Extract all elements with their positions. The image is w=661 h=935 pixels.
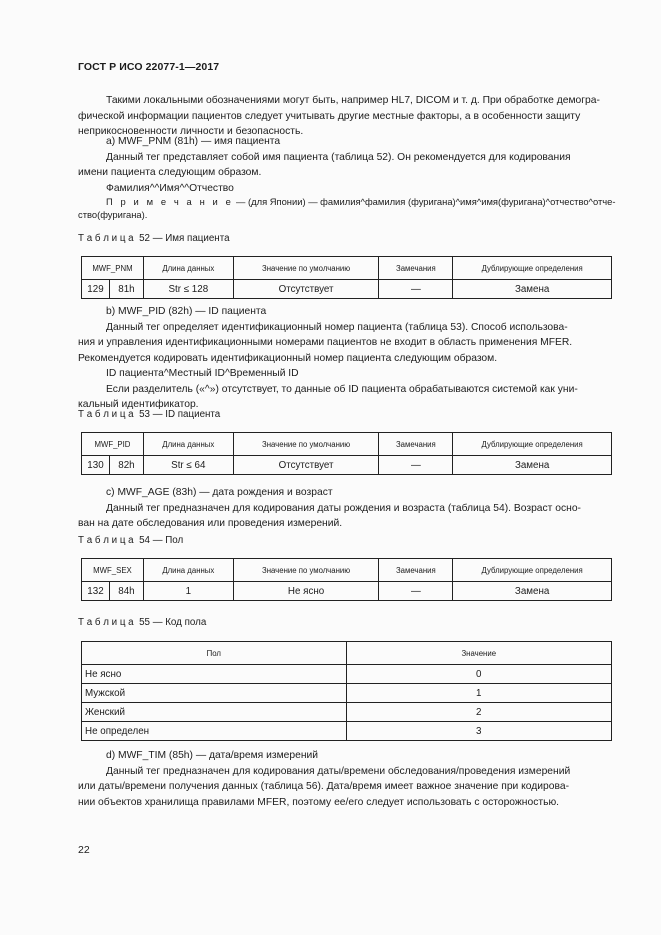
- table-header-row: [82, 433, 612, 456]
- table-53: [81, 432, 612, 475]
- text-line: имени пациента следующим образом.: [78, 167, 262, 178]
- caption-label: Т а б л и ц а: [78, 233, 134, 244]
- cell: Не ясно: [82, 665, 347, 684]
- header-cell: Замечания: [379, 433, 453, 456]
- section-c: [78, 485, 616, 532]
- header-cell: MWF_SEX: [82, 559, 144, 582]
- format-line: ID пациента^Местный ID^Временный ID: [106, 368, 299, 379]
- table-54-caption: [78, 535, 183, 546]
- header-cell: Замечания: [379, 559, 453, 582]
- cell: Замена: [453, 582, 612, 601]
- header-cell: MWF_PNM: [82, 257, 144, 280]
- text-line: Если разделитель («^») отсутствует, то данные об ID пациента обрабатываются системой как уни-: [106, 383, 578, 395]
- header-cell: Значение по умолчанию: [233, 257, 379, 280]
- section-heading: b) MWF_PID (82h) — ID пациента: [106, 306, 267, 317]
- header-cell: Значение: [346, 642, 611, 665]
- cell: —: [379, 582, 453, 601]
- table-row: [82, 582, 612, 601]
- table-header-row: [82, 642, 612, 665]
- header-cell: Длина данных: [143, 433, 233, 456]
- note-line: [78, 195, 616, 208]
- cell: —: [379, 280, 453, 299]
- format-line: Фамилия^^Имя^^Отчество: [106, 182, 234, 194]
- table-53-caption: [78, 409, 220, 420]
- header-cell: Дублирующие определения: [453, 433, 612, 456]
- header-cell: Замечания: [379, 257, 453, 280]
- page-number: 22: [78, 844, 90, 856]
- section-heading: а) MWF_PNM (81h) — имя пациента: [106, 136, 281, 147]
- text-line: фической информации пациентов следует учитывать другие местные факторы, а в особенности защиту: [78, 110, 581, 122]
- cell: 1: [143, 582, 233, 601]
- header-cell: Длина данных: [143, 559, 233, 582]
- caption-text: 55 — Код пола: [139, 617, 207, 628]
- section-a: [78, 134, 616, 196]
- table-54: [81, 558, 612, 601]
- caption-label: Т а б л и ц а: [78, 409, 134, 420]
- table-52-caption: [78, 233, 230, 244]
- cell: 130: [82, 456, 110, 475]
- note-text: — (для Японии) — фамилия^фамилия (фуригана)^имя^имя(фуригана)^отчество^отче-: [233, 196, 616, 207]
- cell: Мужской: [82, 684, 347, 703]
- text-line: Рекомендуется кодировать идентификационный номер пациента следующим образом.: [78, 352, 498, 364]
- text-line: Такими локальными обозначениями могут быть, например HL7, DICOM и т. д. При обработке демогра-: [106, 95, 600, 106]
- section-heading: c) MWF_AGE (83h) — дата рождения и возраст: [106, 487, 333, 498]
- intro-paragraph: [78, 93, 616, 140]
- cell: 3: [346, 722, 611, 741]
- table-52: [81, 256, 612, 299]
- document-header: ГОСТ Р ИСО 22077-1—2017: [78, 61, 220, 73]
- table-55: [81, 641, 612, 741]
- cell: Отсутствует: [233, 280, 379, 299]
- note-line: ство(фуригана).: [78, 209, 148, 220]
- header-cell: MWF_PID: [82, 433, 144, 456]
- table-row: [82, 456, 612, 475]
- note-block: [78, 195, 616, 221]
- cell: Не определен: [82, 722, 347, 741]
- table-row: [82, 665, 612, 684]
- text-line: ван на дате обследования или проведения измерений.: [78, 518, 343, 529]
- text-line: ния и управления идентификационными номерами пациентов не входит в область применения MFER.: [78, 337, 573, 348]
- header-cell: Дублирующие определения: [453, 559, 612, 582]
- header-cell: Длина данных: [143, 257, 233, 280]
- section-heading: d) MWF_TIM (85h) — дата/время измерений: [106, 750, 319, 761]
- cell: Отсутствует: [233, 456, 379, 475]
- caption-text: 54 — Пол: [139, 535, 184, 546]
- cell: 129: [82, 280, 110, 299]
- text-line: Данный тег предназначен для кодирования даты рождения и возраста (таблица 54). Возраст осно-: [106, 502, 581, 514]
- caption-text: 53 — ID пациента: [139, 409, 221, 420]
- cell: Str ≤ 64: [143, 456, 233, 475]
- header-cell: Дублирующие определения: [453, 257, 612, 280]
- cell: Не ясно: [233, 582, 379, 601]
- cell: 132: [82, 582, 110, 601]
- text-line: или даты/времени получения данных (таблица 56). Дата/время имеет важное значение при кодирова-: [78, 781, 570, 792]
- cell: 82h: [109, 456, 143, 475]
- cell: 1: [346, 684, 611, 703]
- caption-label: Т а б л и ц а: [78, 617, 134, 628]
- table-header-row: [82, 257, 612, 280]
- text-line: кальный идентификатор.: [78, 399, 199, 410]
- cell: Замена: [453, 456, 612, 475]
- cell: 81h: [109, 280, 143, 299]
- table-row: [82, 703, 612, 722]
- cell: Замена: [453, 280, 612, 299]
- text-line: нии объектов хранилища правилами MFER, поэтому ее/его следует использовать с осторожностью.: [78, 796, 560, 808]
- text-line: Данный тег определяет идентификационный номер пациента (таблица 53). Способ использова-: [106, 321, 568, 333]
- table-55-caption: [78, 617, 206, 628]
- header-cell: Значение по умолчанию: [233, 559, 379, 582]
- cell: Женский: [82, 703, 347, 722]
- note-label: П р и м е ч а н и е: [106, 196, 234, 207]
- caption-label: Т а б л и ц а: [78, 535, 134, 546]
- section-b: [78, 304, 616, 413]
- text-line: Данный тег представляет собой имя пациента (таблица 52). Он рекомендуется для кодирования: [106, 151, 571, 163]
- cell: 84h: [109, 582, 143, 601]
- header-cell: Значение по умолчанию: [233, 433, 379, 456]
- cell: Str ≤ 128: [143, 280, 233, 299]
- table-row: [82, 684, 612, 703]
- table-header-row: [82, 559, 612, 582]
- table-row: [82, 722, 612, 741]
- cell: 2: [346, 703, 611, 722]
- table-row: [82, 280, 612, 299]
- header-cell: Пол: [82, 642, 347, 665]
- section-d: [78, 748, 616, 810]
- cell: 0: [346, 665, 611, 684]
- text-line: неприкосновенности личности и безопасность.: [78, 126, 304, 137]
- caption-text: 52 — Имя пациента: [139, 233, 230, 244]
- cell: —: [379, 456, 453, 475]
- text-line: Данный тег предназначен для кодирования даты/времени обследования/проведения измерений: [106, 765, 571, 777]
